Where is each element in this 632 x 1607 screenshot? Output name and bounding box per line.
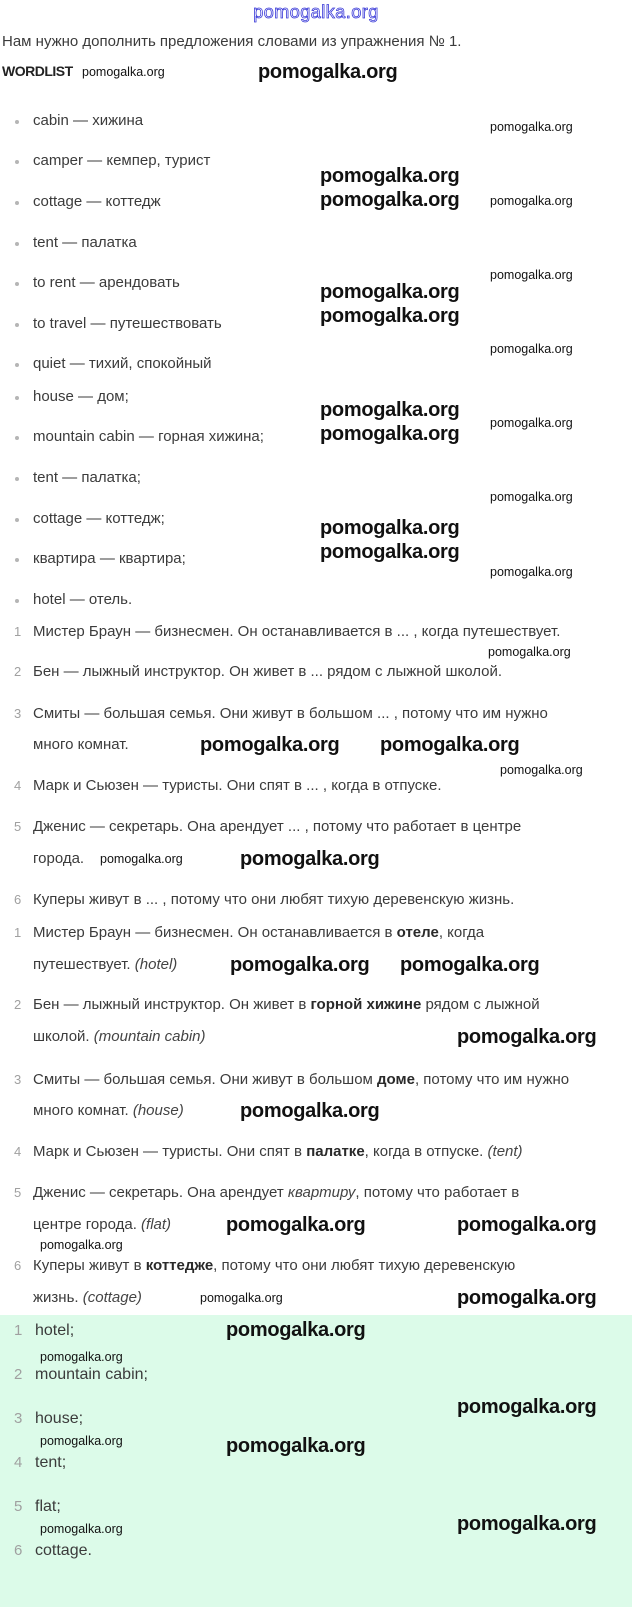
answer-hint: (hotel): [134, 956, 178, 973]
watermark: pomogalka.org: [457, 1214, 597, 1236]
text-segment: Марк и Сьюзен — туристы. Они спят в: [33, 1143, 307, 1160]
watermark: pomogalka.org: [320, 165, 460, 187]
wordlist-item: quiet — тихий, спокойный: [33, 355, 212, 372]
text-segment: , когда: [438, 924, 485, 941]
sentence-line: много комнат.: [33, 736, 129, 753]
answer-word: отеле: [396, 924, 439, 941]
watermark: pomogalka.org: [490, 194, 573, 208]
answer-hint: (house): [132, 1102, 184, 1119]
text-segment: много комнат.: [33, 1102, 133, 1119]
item-number: 5: [14, 819, 22, 834]
item-number: 1: [14, 624, 22, 639]
wordlist-item: tent — палатка: [33, 234, 137, 251]
sentence-line: Бен — лыжный инструктор. Он живет в ... рядом с лыжной школой.: [33, 663, 503, 680]
text-segment: Бен — лыжный инструктор. Он живет в: [33, 996, 311, 1013]
item-number: 4: [14, 1454, 23, 1471]
item-number: 4: [14, 1144, 22, 1159]
bullet-icon: [15, 242, 19, 246]
bullet-icon: [15, 558, 19, 562]
bullet-icon: [15, 323, 19, 327]
final-answer: cottage.: [35, 1542, 92, 1559]
watermark: pomogalka.org: [500, 763, 583, 777]
answer-line: [33, 1257, 515, 1275]
text-segment: Мистер Браун — бизнесмен. Он останавливается в: [33, 924, 397, 941]
answer-line: [33, 1184, 519, 1202]
watermark: pomogalka.org: [200, 734, 340, 756]
wordlist-item: cottage — коттедж;: [33, 510, 165, 527]
wordlist-item: cabin — хижина: [33, 112, 144, 129]
watermark: pomogalka.org: [320, 541, 460, 563]
item-number: 6: [14, 892, 22, 907]
watermark: pomogalka.org: [457, 1396, 597, 1418]
answer-hint: (cottage): [82, 1289, 142, 1306]
answer-word: доме: [377, 1071, 415, 1088]
watermark: pomogalka.org: [226, 1214, 366, 1236]
watermark: pomogalka.org: [230, 954, 370, 976]
bullet-icon: [15, 436, 19, 440]
watermark: pomogalka.org: [320, 423, 460, 445]
bullet-icon: [15, 282, 19, 286]
final-answer: tent;: [35, 1454, 67, 1471]
bullet-icon: [15, 120, 19, 124]
item-number: 3: [14, 1410, 23, 1427]
watermark: pomogalka.org: [82, 65, 165, 79]
answer-hint: (flat): [141, 1216, 172, 1233]
item-number: 3: [14, 706, 22, 721]
text-segment: , потому что они любят тихую деревенскую: [213, 1257, 516, 1274]
answer-hint: (tent): [487, 1143, 523, 1160]
sentence-line: Мистер Браун — бизнесмен. Он останавливается в ... , когда путешествует.: [33, 623, 561, 640]
header-watermark: pomogalka.org: [253, 2, 379, 22]
watermark: pomogalka.org: [258, 61, 398, 83]
item-number: 5: [14, 1498, 23, 1515]
answer-line: [33, 1289, 142, 1307]
wordlist-item: to rent — арендовать: [33, 274, 180, 291]
watermark: pomogalka.org: [40, 1522, 123, 1536]
bullet-icon: [15, 160, 19, 164]
wordlist-heading: WORDLIST: [2, 63, 73, 79]
answer-word: коттедже: [145, 1257, 214, 1274]
watermark: pomogalka.org: [400, 954, 540, 976]
item-number: 6: [14, 1258, 22, 1273]
watermark: pomogalka.org: [488, 645, 571, 659]
sentence-line: Смиты — большая семья. Они живут в большом ... , потому что им нужно: [33, 705, 548, 722]
text-segment: Дженис — секретарь. Она арендует: [33, 1184, 288, 1201]
text-segment: путешествует.: [33, 956, 135, 973]
watermark: pomogalka.org: [490, 120, 573, 134]
item-number: 2: [14, 997, 22, 1012]
intro-text: Нам нужно дополнить предложения словами из упражнения № 1.: [2, 33, 462, 50]
watermark: pomogalka.org: [380, 734, 520, 756]
answer-word: палатке: [306, 1143, 365, 1160]
answer-hint: (mountain cabin): [93, 1028, 206, 1045]
item-number: 4: [14, 778, 22, 793]
watermark: pomogalka.org: [240, 1100, 380, 1122]
watermark: pomogalka.org: [226, 1435, 366, 1457]
watermark: pomogalka.org: [320, 305, 460, 327]
watermark: pomogalka.org: [40, 1434, 123, 1448]
watermark: pomogalka.org: [490, 490, 573, 504]
watermark: pomogalka.org: [226, 1319, 366, 1341]
item-number: 3: [14, 1072, 22, 1087]
wordlist-item: camper — кемпер, турист: [33, 152, 211, 169]
wordlist-item: квартира — квартира;: [33, 550, 186, 567]
watermark: pomogalka.org: [490, 416, 573, 430]
watermark: pomogalka.org: [457, 1026, 597, 1048]
wordlist-item: hotel — отель.: [33, 591, 133, 608]
watermark: pomogalka.org: [40, 1238, 123, 1252]
text-segment: Смиты — большая семья. Они живут в большом: [33, 1071, 378, 1088]
wordlist-item: house — дом;: [33, 388, 129, 405]
answer-line: [33, 1071, 569, 1089]
sentence-line: Куперы живут в ... , потому что они любят тихую деревенскую жизнь.: [33, 891, 515, 908]
answer-line: [33, 956, 177, 974]
watermark: pomogalka.org: [490, 342, 573, 356]
wordlist-item: cottage — коттедж: [33, 193, 161, 210]
bullet-icon: [15, 599, 19, 603]
item-number: 6: [14, 1542, 23, 1559]
text-segment: Куперы живут в: [33, 1257, 146, 1274]
final-answer: flat;: [35, 1498, 61, 1515]
watermark: pomogalka.org: [490, 565, 573, 579]
answer-line: [33, 1143, 523, 1161]
watermark: pomogalka.org: [240, 848, 380, 870]
watermark: pomogalka.org: [320, 517, 460, 539]
sentence-line: Дженис — секретарь. Она арендует ... , потому что работает в центре: [33, 818, 522, 835]
text-segment: рядом с лыжной: [421, 996, 540, 1013]
answer-word: горной хижине: [310, 996, 422, 1013]
answer-line: [33, 924, 484, 942]
sentence-line: города.: [33, 850, 85, 867]
final-answer: house;: [35, 1410, 84, 1427]
text-segment: , потому что им нужно: [414, 1071, 570, 1088]
bullet-icon: [15, 396, 19, 400]
answer-hint: квартиру: [287, 1184, 356, 1201]
wordlist-item: tent — палатка;: [33, 469, 141, 486]
bullet-icon: [15, 363, 19, 367]
text-segment: школой.: [33, 1028, 94, 1045]
text-segment: , когда в отпуске.: [364, 1143, 488, 1160]
item-number: 2: [14, 664, 22, 679]
bullet-icon: [15, 518, 19, 522]
bullet-icon: [15, 201, 19, 205]
watermark: pomogalka.org: [457, 1287, 597, 1309]
answer-line: [33, 996, 540, 1014]
watermark: pomogalka.org: [320, 399, 460, 421]
final-answer: hotel;: [35, 1322, 75, 1339]
watermark: pomogalka.org: [100, 852, 183, 866]
text-segment: , потому что работает в: [355, 1184, 520, 1201]
text-segment: центре города.: [33, 1216, 142, 1233]
watermark: pomogalka.org: [490, 268, 573, 282]
watermark: pomogalka.org: [320, 189, 460, 211]
watermark: pomogalka.org: [320, 281, 460, 303]
answer-line: [33, 1102, 184, 1120]
watermark: pomogalka.org: [200, 1291, 283, 1305]
text-segment: жизнь.: [33, 1289, 83, 1306]
watermark: pomogalka.org: [457, 1513, 597, 1535]
bullet-icon: [15, 477, 19, 481]
wordlist-item: mountain cabin — горная хижина;: [33, 428, 264, 445]
final-answer: mountain cabin;: [35, 1366, 148, 1383]
item-number: 5: [14, 1185, 22, 1200]
item-number: 2: [14, 1366, 23, 1383]
sentence-line: Марк и Сьюзен — туристы. Они спят в ... , когда в отпуске.: [33, 777, 442, 794]
watermark: pomogalka.org: [40, 1350, 123, 1364]
answer-line: [33, 1028, 206, 1046]
wordlist-item: to travel — путешествовать: [33, 315, 222, 332]
item-number: 1: [14, 925, 22, 940]
answer-line: [33, 1216, 171, 1234]
item-number: 1: [14, 1322, 23, 1339]
